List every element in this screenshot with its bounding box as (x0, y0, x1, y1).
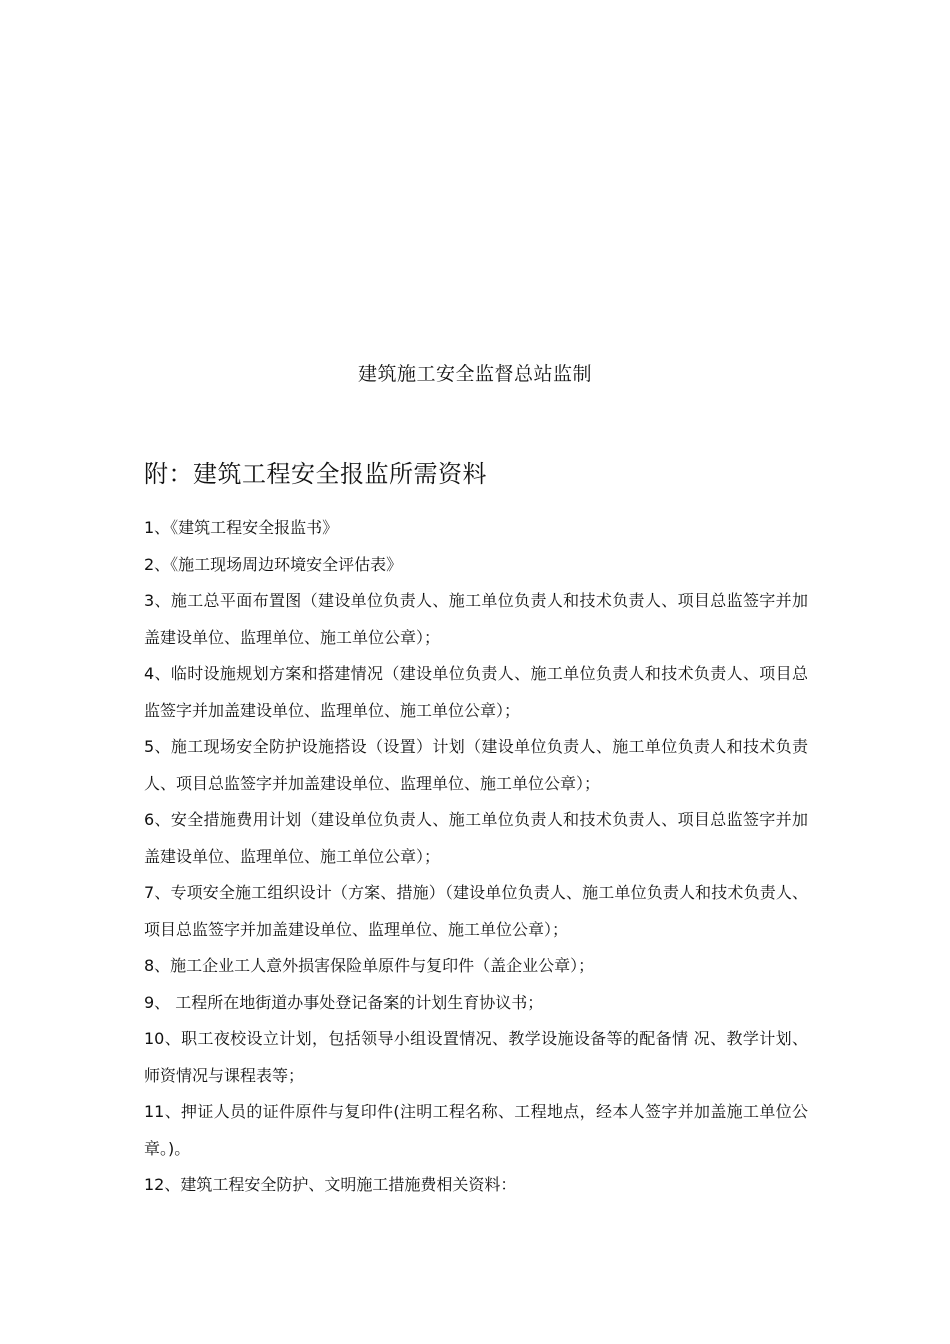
list-item: 11、押证人员的证件原件与复印件(注明工程名称、工程地点，经本人签字并加盖施工单位公章。)。 (144, 1102, 808, 1158)
list-item: 12、建筑工程安全防护、文明施工措施费相关资料： (144, 1175, 517, 1194)
supervised-by-line: 建筑施工安全监督总站监制 (357, 363, 592, 385)
list-item: 6、安全措施费用计划（建设单位负责人、施工单位负责人和技术负责人、项目总监签字并加盖建设单位、监理单位、施工单位公章）； (144, 810, 808, 866)
attachment-heading: 附：建筑工程安全报监所需资料 (144, 460, 487, 488)
required-materials-list (144, 510, 808, 1204)
list-item: 8、施工企业工人意外损害保险单原件与复印件（盖企业公章）； (144, 956, 595, 975)
list-item: 5、施工现场安全防护设施搭设（设置）计划（建设单位负责人、施工单位负责人和技术负责人、项目总监签字并加盖建设单位、监理单位、施工单位公章）； (144, 737, 808, 793)
list-item: 7、专项安全施工组织设计（方案、措施）（建设单位负责人、施工单位负责人和技术负责人、项目总监签字并加盖建设单位、监理单位、施工单位公章）； (144, 883, 808, 939)
list-item: 4、临时设施规划方案和搭建情况（建设单位负责人、施工单位负责人和技术负责人、项目总监签字并加盖建设单位、监理单位、施工单位公章）； (144, 664, 808, 720)
list-item: 3、施工总平面布置图（建设单位负责人、施工单位负责人和技术负责人、项目总监签字并加盖建设单位、监理单位、施工单位公章）； (144, 591, 808, 647)
list-item: 9、 工程所在地街道办事处登记备案的计划生育协议书； (144, 992, 544, 1012)
list-item: 10、职工夜校设立计划，包括领导小组设置情况、教学设施设备等的配备情 况、教学计划、师资情况与课程表等； (144, 1029, 808, 1085)
list-item: 2、《施工现场周边环境安全评估表》 (144, 554, 403, 574)
list-item: 1、《建筑工程安全报监书》 (144, 518, 339, 537)
